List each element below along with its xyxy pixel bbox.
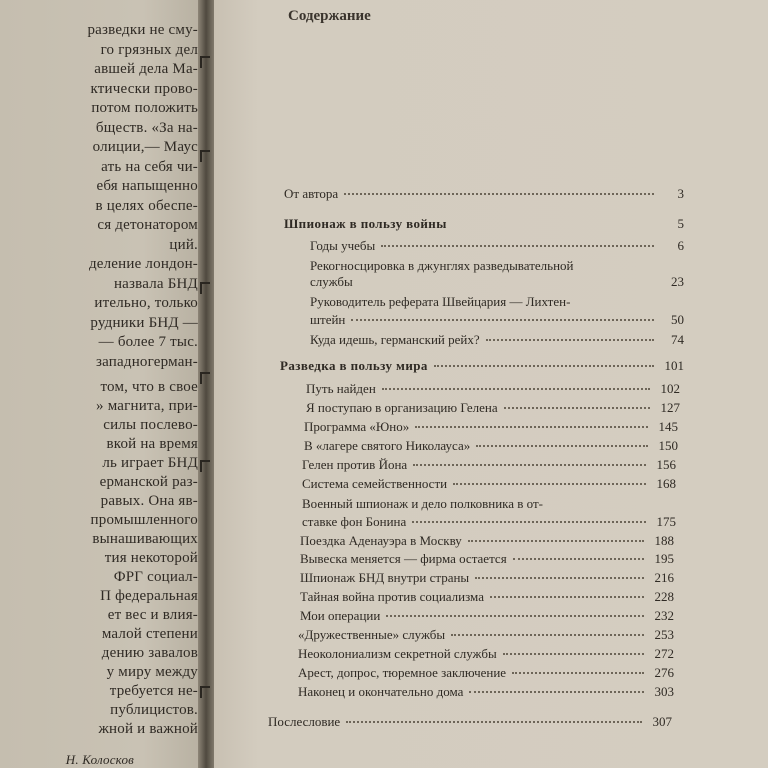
toc-entry-page: 303 [654, 684, 674, 699]
toc-leader-dots [504, 407, 650, 409]
toc-entry-title: Программа «Юно» [304, 419, 410, 434]
toc-entry-page: 50 [671, 312, 684, 327]
toc-leader-dots [381, 245, 654, 247]
toc-entry-title: Годы учебы [310, 238, 376, 253]
toc-leader-dots [469, 691, 644, 693]
toc-spacer [453, 223, 654, 225]
left-page-line: в целях обеспе- [95, 197, 198, 214]
toc-entry-page: 101 [664, 358, 684, 373]
toc-entry [298, 627, 674, 643]
signature: Н. Колосков [65, 752, 134, 767]
left-page-line: тия некоторой [104, 550, 198, 566]
left-page-line: равых. Она яв- [100, 493, 198, 509]
left-page-line: жной и важной [98, 721, 198, 737]
left-page-line: ФРГ социал- [113, 569, 198, 585]
toc-entry-title: Система семейственности [302, 476, 448, 491]
left-page-line: промышленного [90, 512, 198, 528]
toc-entry-page: 232 [654, 608, 674, 623]
staple [200, 460, 210, 472]
left-page-line: деление лондон- [88, 256, 198, 272]
staple [200, 150, 210, 162]
staple [200, 686, 210, 698]
toc-entry-title: Вывеска меняется — фирма остается [300, 551, 507, 566]
left-page-line: го грязных дел [100, 41, 198, 58]
toc-entry-title: Я поступаю в организацию Гелена [306, 400, 498, 415]
toc-entry-page: 5 [677, 216, 684, 231]
toc-spacer [359, 281, 654, 283]
left-page-line: ерманской раз- [99, 474, 198, 490]
toc-entry-title: От автора [284, 186, 339, 201]
toc-entry-page: 74 [671, 332, 684, 347]
toc-leader-dots [386, 615, 644, 617]
toc-entry-title-cont: службы [310, 274, 353, 289]
left-page-line: назвала БНД [113, 275, 198, 292]
toc-entry [300, 570, 674, 586]
left-page [0, 0, 204, 768]
toc-entry [304, 419, 678, 435]
toc-leader-dots [434, 365, 654, 367]
toc-section-war [284, 216, 684, 232]
toc-heading: Содержание [288, 8, 371, 24]
toc-leader-dots [413, 464, 646, 466]
toc-section-peace [280, 358, 684, 374]
toc-entry-page: 272 [654, 646, 674, 661]
toc-leader-dots [486, 339, 654, 341]
left-page-line: ительно, только [94, 295, 198, 311]
toc-entry-title: Поездка Аденауэра в Москву [300, 533, 462, 548]
toc-leader-dots [475, 577, 644, 579]
left-page-line: олиции,— Маус [92, 139, 198, 155]
toc-entry-title: Мои операции [300, 608, 381, 623]
toc-leader-dots [344, 193, 654, 195]
toc-entry [300, 551, 674, 567]
toc-entry-afterword [268, 714, 672, 730]
toc-section-title: Разведка в пользу мира [280, 358, 428, 373]
toc-entry [310, 238, 684, 254]
toc-entry [300, 589, 674, 605]
toc-entry [302, 457, 676, 473]
toc-leader-dots [415, 426, 648, 428]
toc-leader-dots [412, 521, 646, 523]
toc-entry-page: 253 [654, 627, 674, 642]
toc-leader-dots [512, 672, 644, 674]
left-page-line: малой степени [101, 626, 198, 642]
toc-entry-page: 102 [660, 381, 680, 396]
left-page-line: у миру между [106, 664, 198, 680]
left-page-line: ет вес и влия- [107, 607, 198, 623]
staple [200, 372, 210, 384]
left-page-line: вкой на время [106, 436, 198, 452]
toc-entry-title: Наконец и окончательно дома [298, 684, 464, 699]
toc-entry [298, 646, 674, 662]
left-page-line: дению завалов [101, 645, 198, 661]
left-page-line: бществ. «За на- [95, 119, 198, 136]
toc-entry [302, 514, 676, 530]
left-page-line: публицистов. [110, 702, 198, 718]
toc-entry-page: 216 [654, 570, 674, 585]
toc-leader-dots [351, 319, 654, 321]
toc-entry-page: 276 [654, 665, 674, 680]
toc-entry-page: 307 [652, 714, 672, 729]
toc-entry [306, 381, 680, 397]
toc-entry-title: Гелен против Йона [302, 457, 408, 472]
toc-entry-title: Тайная война против социализма [300, 589, 484, 604]
left-page-line: вынашивающих [92, 531, 198, 547]
toc-entry-page: 3 [677, 186, 684, 201]
toc-entry-title: Куда идешь, германский рейх? [310, 332, 480, 347]
left-page-line: ктически прово- [90, 80, 198, 97]
toc-leader-dots [451, 634, 644, 636]
toc-entry [302, 476, 676, 492]
toc-leader-dots [382, 388, 650, 390]
toc-entry-page: 150 [658, 438, 678, 453]
toc-entry-page: 156 [656, 457, 676, 472]
toc-entry-title: Путь найден [306, 381, 376, 396]
toc-entry-title: В «лагере святого Николауса» [304, 438, 471, 453]
toc-entry-title: Неоколониализм секретной службы [298, 646, 497, 661]
toc-entry-page: 188 [654, 533, 674, 548]
left-page-line: требуется не- [109, 683, 198, 699]
left-page-line: — более 7 тыс. [98, 334, 198, 350]
left-page-line: ся детонатором [97, 217, 198, 233]
left-page-line: силы послево- [103, 417, 198, 433]
left-page-line: ций. [169, 236, 198, 253]
toc-entry-page: 228 [654, 589, 674, 604]
toc-entry [298, 684, 674, 700]
toc-section-title: Шпионаж в пользу войны [284, 216, 447, 231]
toc-leader-dots [503, 653, 644, 655]
toc-leader-dots [490, 596, 644, 598]
toc-entry-page: 127 [660, 400, 680, 415]
left-page-line: том, что в свое [100, 379, 198, 395]
toc-entry-title: Шпионаж БНД внутри страны [300, 570, 470, 585]
toc-entry-page: 145 [658, 419, 678, 434]
left-page-line: ать на себя чи- [101, 158, 198, 175]
toc-entry [304, 438, 678, 454]
toc-entry-title: «Дружественные» службы [298, 627, 446, 642]
toc-entry-title-cont: штейн [310, 312, 346, 327]
left-page-line: П федеральная [100, 588, 198, 604]
toc-entry [310, 274, 684, 290]
toc-leader-dots [346, 721, 642, 723]
toc-entry [300, 533, 674, 549]
toc-entry [306, 400, 680, 416]
toc-entry-page: 195 [654, 551, 674, 566]
left-page-line: западногерман- [96, 353, 198, 370]
staple [200, 56, 210, 68]
toc-entry-title: Послесловие [268, 714, 341, 729]
toc-entry [300, 608, 674, 624]
toc-entry [298, 665, 674, 681]
toc-leader-dots [453, 483, 646, 485]
left-page-line: » магнита, при- [96, 398, 198, 414]
left-page-line: ль играет БНД [102, 455, 198, 471]
toc-entry-page: 168 [656, 476, 676, 491]
left-page-line: рудники БНД — [90, 314, 198, 331]
toc-entry-title: Руководитель реферата Швейцария — Лихтен- [310, 294, 571, 309]
toc-entry-page: 6 [677, 238, 684, 253]
toc-entry-page: 175 [656, 514, 676, 529]
left-page-line: ебя напыщенно [96, 178, 198, 194]
toc-entry [310, 312, 684, 328]
toc-entry-title: Рекогносцировка в джунглях разведывательной [310, 258, 574, 273]
toc-entry-from-author [284, 186, 684, 202]
staple [200, 282, 210, 294]
toc-entry-page: 23 [671, 274, 684, 289]
left-page-line: авшей дела Ма- [94, 61, 198, 77]
toc-entry [310, 332, 684, 348]
toc-entry-title-cont: ставке фон Бонина [302, 514, 407, 529]
toc-leader-dots [476, 445, 648, 447]
left-page-line: потом положить [91, 100, 198, 116]
toc-entry-title: Арест, допрос, тюремное заключение [298, 665, 507, 680]
toc-entry-title: Военный шпионаж и дело полковника в от- [302, 496, 544, 511]
left-page-line: разведки не сму- [87, 22, 198, 38]
toc-leader-dots [513, 558, 644, 560]
toc-leader-dots [468, 540, 644, 542]
